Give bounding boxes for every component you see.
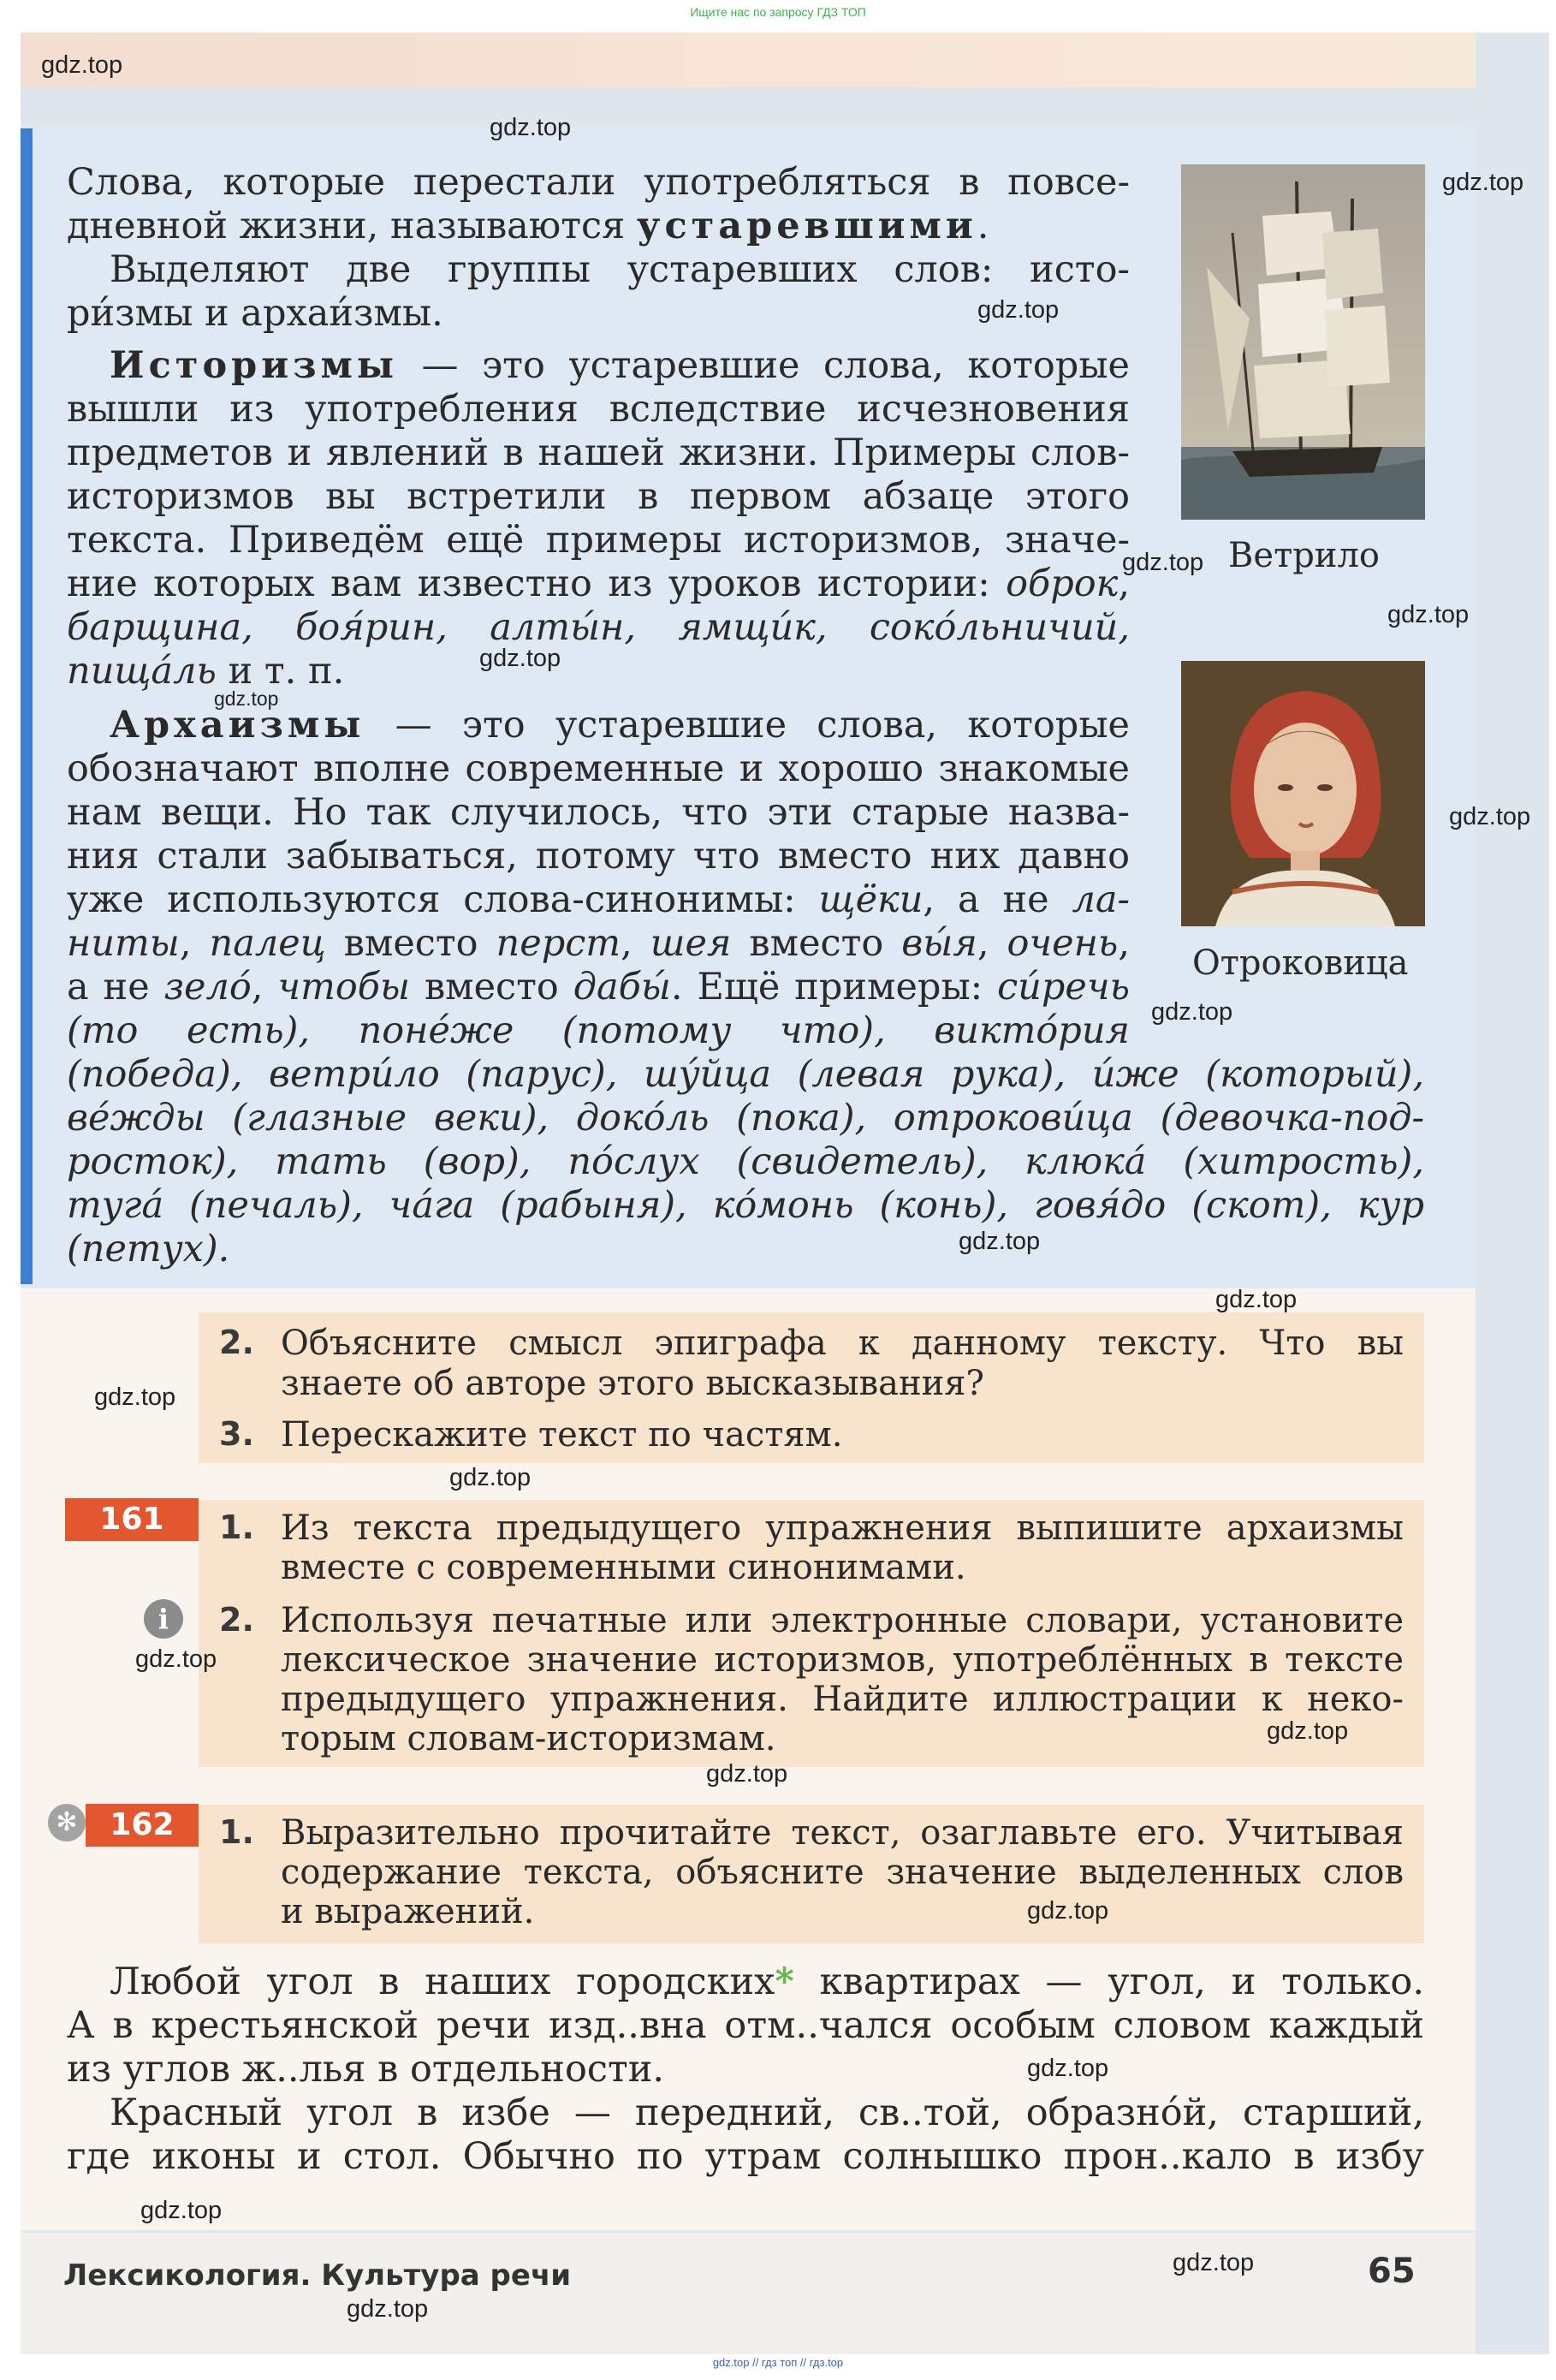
text-line: (петух).	[67, 1228, 230, 1270]
task-line: содержание текста, объясните значение выделенных слов	[281, 1853, 1404, 1892]
footer-band	[21, 2233, 1476, 2354]
top-band	[21, 33, 1476, 87]
text-line: Архаизмы — это устаревшие слова, которые	[110, 704, 1130, 747]
task-number: 1.	[219, 1813, 254, 1851]
footer-section-title: Лексикология. Культура речи	[63, 2258, 572, 2293]
text-line: текста. Приведём ещё примеры историзмов, значе-	[67, 519, 1130, 562]
task-line: и выражений.	[281, 1892, 535, 1931]
task-number: 1.	[219, 1508, 254, 1546]
blue-side-bar	[21, 128, 33, 1284]
task-number: 3.	[219, 1415, 254, 1453]
text-line: Любой угол в наших городских* квартирах — угол, и только.	[110, 1961, 1424, 2003]
watermark: gdz.top	[347, 2295, 429, 2323]
text-line: росток), тать (вор), по́слух (свидетель), клюка́ (хитрость),	[67, 1140, 1424, 1183]
text-line: Красный угол в избе — передний, св..той, образно́й, старший,	[110, 2091, 1424, 2134]
exercise-number-161: 161	[65, 1498, 199, 1541]
watermark: gdz.top	[1267, 1717, 1349, 1745]
footer-note: gdz.top // гдз топ // гдз.top	[712, 2356, 844, 2369]
text-line: ние которых вам известно из уроков истории: оброк,	[67, 562, 1130, 605]
text-line: обозначают вполне современные и хорошо знакомые	[67, 747, 1130, 790]
text-line: нам вещи. Но так случилось, что эти старые назва-	[67, 791, 1130, 834]
watermark: gdz.top	[490, 114, 572, 141]
task-line: предыдущего упражнения. Найдите иллюстрации к неко-	[281, 1680, 1404, 1719]
text-line: ния стали забываться, потому что вместо них давно	[67, 835, 1130, 878]
text-line: Историзмы — это устаревшие слова, которые	[110, 344, 1130, 387]
ship-caption: Ветрило	[1228, 536, 1380, 575]
ship-illustration	[1181, 164, 1425, 520]
text-line: пища́ль и т. п.	[67, 650, 345, 693]
task-line: Из текста предыдущего упражнения выпишите архаизмы	[281, 1508, 1404, 1548]
watermark: gdz.top	[1173, 2249, 1255, 2276]
task-line: лексическое значение историзмов, употреблённых в тексте	[281, 1640, 1404, 1680]
watermark: gdz.top	[1151, 998, 1233, 1026]
watermark: gdz.top	[1387, 601, 1470, 628]
star-badge-icon: ✻	[48, 1804, 86, 1842]
text-line: ри́змы и архаи́змы.	[67, 292, 443, 335]
watermark: gdz.top	[1449, 803, 1531, 830]
text-line: где иконы и стол. Обычно по утрам солнышко прон..кало в избу	[67, 2135, 1424, 2178]
watermark: gdz.top	[977, 296, 1060, 324]
text-line: Выделяют две группы устаревших слов: исто-	[110, 248, 1130, 291]
watermark: gdz.top	[1122, 549, 1204, 576]
text-line: барщина, боя́рин, алты́н, ямщи́к, соко́льничий,	[67, 606, 1130, 649]
text-line: туга́ (печаль), ча́га (рабыня), ко́монь (конь), говя́до (скот), кур	[67, 1184, 1424, 1227]
task-line: Объясните смысл эпиграфа к данному тексту. Что вы	[281, 1324, 1404, 1363]
text-line: ве́жды (глазные веки), доко́ль (пока), отрокови́ца (девочка-под-	[67, 1097, 1424, 1139]
task-line: вместе с современными синонимами.	[281, 1548, 966, 1587]
watermark: gdz.top	[1027, 2055, 1109, 2082]
watermark: gdz.top	[1442, 169, 1524, 196]
text-line: ниты, палец вместо перст, шея вместо вы́я, очень,	[67, 922, 1130, 965]
header-note: Ищите нас по запросу ГДЗ ТОП	[690, 5, 866, 19]
watermark: gdz.top	[41, 51, 123, 79]
text-line: (победа), ветри́ло (парус), шу́йца (левая рука), и́же (который),	[67, 1053, 1424, 1096]
exercise-number-162: 162	[86, 1804, 199, 1847]
text-line: Слова, которые перестали употребляться в повсе-	[67, 161, 1130, 204]
task-number: 2.	[219, 1601, 254, 1639]
watermark: gdz.top	[706, 1760, 788, 1788]
task-line: знаете об авторе этого высказывания?	[281, 1364, 984, 1403]
task-line: торым словам-историзмам.	[281, 1719, 776, 1758]
info-icon: i	[144, 1599, 183, 1639]
text-line: из углов ж..лья в отдельности.	[67, 2048, 665, 2091]
task-line: Выразительно прочитайте текст, озаглавьте его. Учитывая	[281, 1813, 1404, 1853]
text-line: предметов и явлений в нашей жизни. Примеры слов-	[67, 431, 1130, 474]
text-line: а не зело́, чтобы вместо дабы́. Ещё примеры: си́речь	[67, 966, 1130, 1009]
text-line: уже используются слова-синонимы: щёки, а не ла-	[67, 878, 1130, 921]
watermark: gdz.top	[140, 2197, 223, 2224]
task-line: Перескажите текст по частям.	[281, 1415, 843, 1455]
watermark: gdz.top	[1027, 1897, 1109, 1925]
watermark: gdz.top	[959, 1228, 1041, 1255]
watermark: gdz.top	[94, 1383, 176, 1411]
watermark: gdz.top	[1215, 1286, 1298, 1313]
watermark: gdz.top	[214, 687, 279, 710]
text-line: вышли из употребления вследствие исчезновения	[67, 388, 1130, 431]
girl-caption: Отроковица	[1192, 943, 1409, 983]
text-line: историзмов вы встретили в первом абзаце этого	[67, 475, 1130, 518]
watermark: gdz.top	[449, 1464, 532, 1491]
task-line: Используя печатные или электронные словари, установите	[281, 1601, 1404, 1640]
task-number: 2.	[219, 1324, 254, 1361]
page-number: 65	[1368, 2252, 1416, 2291]
girl-illustration	[1181, 661, 1425, 926]
text-line: А в крестьянской речи изд..вна отм..чался особым словом каждый	[67, 2004, 1424, 2047]
text-line: дневной жизни, называются устаревшими.	[67, 205, 989, 247]
watermark: gdz.top	[135, 1645, 217, 1673]
text-line: (то есть), поне́же (потому что), викто́рия	[67, 1009, 1130, 1052]
watermark: gdz.top	[479, 645, 561, 672]
